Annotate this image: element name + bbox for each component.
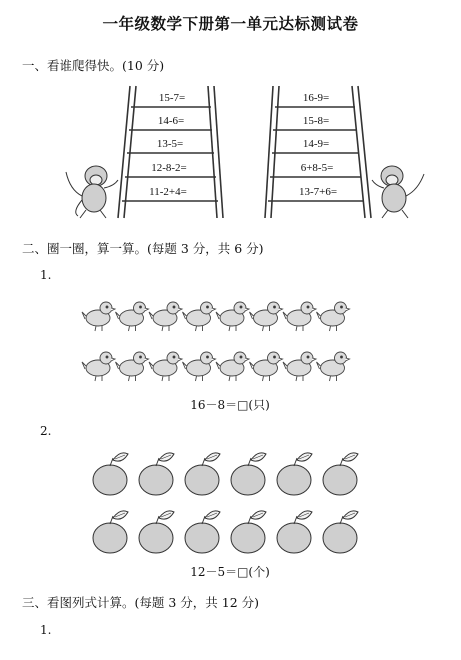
right-ladder xyxy=(265,86,371,218)
chick-icon xyxy=(82,302,115,331)
chick-icon xyxy=(283,352,316,381)
section-1-heading: 一、看谁爬得快。(10 分) xyxy=(22,58,165,73)
chick-icon xyxy=(283,302,316,331)
monkey-left-icon xyxy=(66,166,118,218)
chick-icon xyxy=(116,302,149,331)
chick-icon xyxy=(317,302,350,331)
question-2-2-formula: 12－5＝□(个) xyxy=(190,565,270,579)
right-ladder-eq-4: 6+8-5= xyxy=(300,162,334,174)
section-2-heading: 二、圈一圈，算一算。(每题 3 分，共 6 分) xyxy=(22,241,264,256)
chick-icon xyxy=(317,352,350,381)
question-3-1-number: 1. xyxy=(40,623,52,637)
apple-icon xyxy=(231,511,266,553)
apples-illustration xyxy=(80,448,370,560)
right-ladder-eq-2: 15-8= xyxy=(302,115,330,127)
left-ladder-eq-5: 11-2+4= xyxy=(149,186,187,198)
left-ladder xyxy=(118,86,223,218)
question-2-2-number: 2. xyxy=(40,424,52,438)
ladder-illustration xyxy=(0,0,461,235)
apple-icon xyxy=(139,453,174,495)
left-ladder-eq-4: 12-8-2= xyxy=(151,162,187,174)
right-ladder-eq-3: 14-9= xyxy=(302,138,330,150)
chick-icon xyxy=(183,352,216,381)
section-3-heading: 三、看图列式计算。(每题 3 分，共 12 分) xyxy=(22,595,260,610)
apple-icon xyxy=(185,453,220,495)
chick-icon xyxy=(250,302,283,331)
right-ladder-eq-1: 16-9= xyxy=(302,92,330,104)
apple-icon xyxy=(185,511,220,553)
apple-icon xyxy=(139,511,174,553)
right-ladder-eq-5: 13-7+6= xyxy=(298,186,338,198)
left-ladder-eq-1: 15-7= xyxy=(158,92,186,104)
page-title: 一年级数学下册第一单元达标测试卷 xyxy=(102,15,359,33)
apple-icon xyxy=(93,453,128,495)
apple-icon xyxy=(323,453,358,495)
apple-icon xyxy=(277,453,312,495)
chick-icon xyxy=(82,352,115,381)
question-2-1-number: 1. xyxy=(40,268,52,282)
chick-icon xyxy=(250,352,283,381)
question-2-1-formula: 16－8＝□(只) xyxy=(190,398,270,412)
chick-icon xyxy=(216,302,249,331)
apple-icon xyxy=(277,511,312,553)
apple-icon xyxy=(93,511,128,553)
chick-icon xyxy=(116,352,149,381)
apple-icon xyxy=(323,511,358,553)
apple-icon xyxy=(231,453,266,495)
left-ladder-eq-3: 13-5= xyxy=(156,138,184,150)
chick-icon xyxy=(183,302,216,331)
monkey-right-icon xyxy=(372,166,424,218)
chick-icon xyxy=(149,302,182,331)
chicks-illustration xyxy=(80,292,370,388)
chick-icon xyxy=(216,352,249,381)
left-ladder-eq-2: 14-6= xyxy=(157,115,185,127)
chick-icon xyxy=(149,352,182,381)
